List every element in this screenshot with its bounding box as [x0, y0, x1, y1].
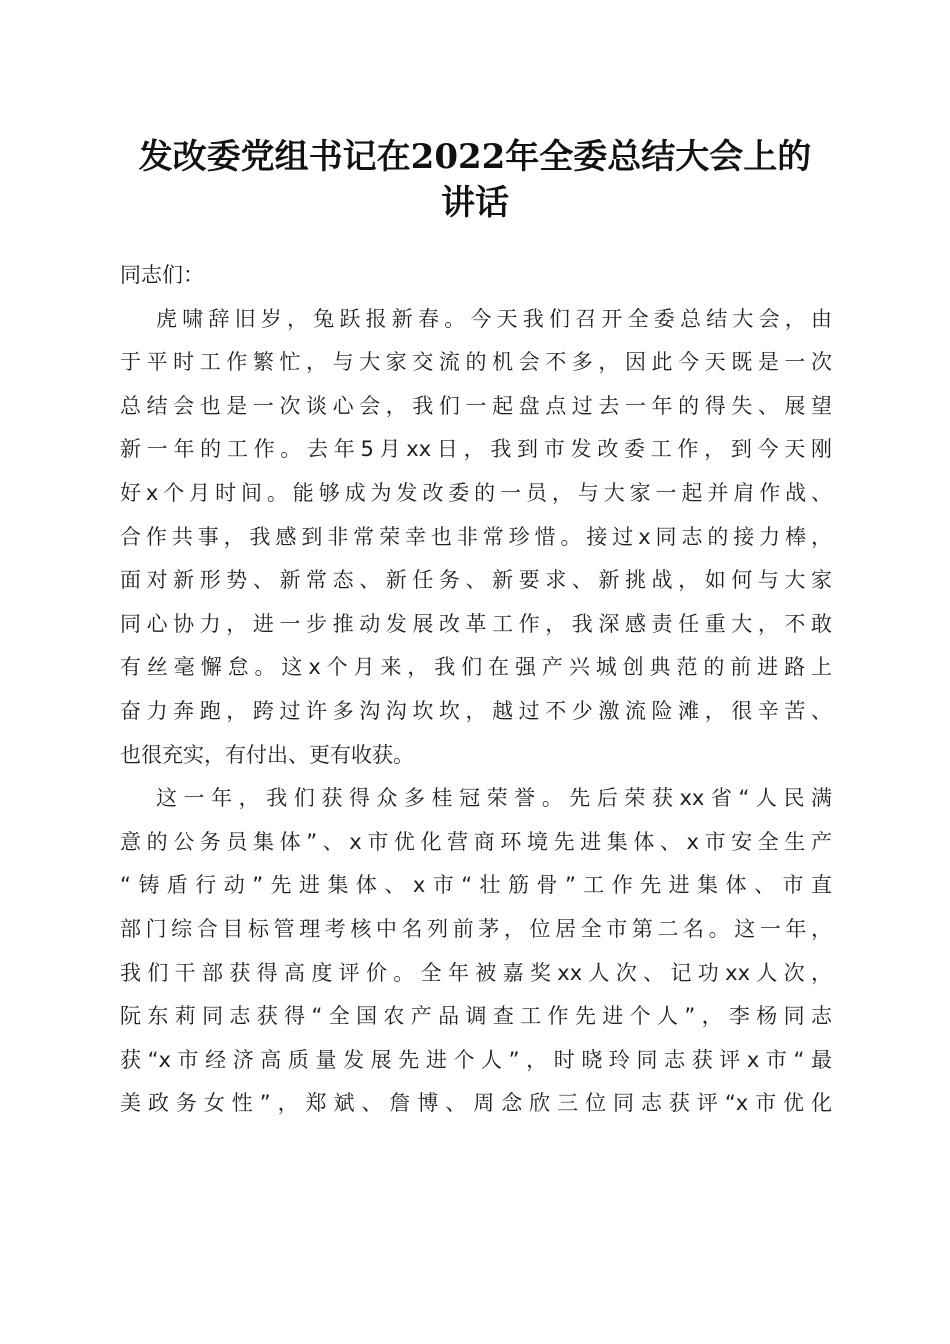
paragraph-line: 我们干部获得高度评价。全年被嘉奖xx人次、记功xx人次，: [120, 960, 832, 985]
paragraph-2: [120, 777, 832, 1126]
paragraph-line: 同心协力，进一步推动发展改革工作，我深感责任重大，不敢: [120, 611, 832, 636]
salutation: 同志们：: [120, 263, 204, 287]
paragraph-line: 新一年的工作。去年5月xx日，我到市发改委工作，到今天刚: [120, 437, 832, 462]
title-line-2: 讲话: [441, 183, 509, 223]
paragraph-line: 面对新形势、新常态、新任务、新要求、新挑战，如何与大家: [120, 568, 832, 593]
paragraph-line: 好x个月时间。能够成为发改委的一员，与大家一起并肩作战、: [120, 480, 832, 505]
paragraph-line: 奋力奔跑，跨过许多沟沟坎坎，越过不少激流险滩，很辛苦、: [120, 698, 832, 723]
paragraph-1: [120, 298, 832, 778]
paragraph-line: 部门综合目标管理考核中名列前茅，位居全市第二名。这一年，: [120, 916, 832, 941]
paragraph-line: 也很充实，有付出、更有收获。: [120, 742, 414, 767]
paragraph-line: 阮东莉同志获得“全国农产品调查工作先进个人”，李杨同志: [120, 1004, 832, 1029]
paragraph-line: 意的公务员集体”、x市优化营商环境先进集体、x市安全生产: [120, 829, 832, 854]
paragraph-line: 总结会也是一次谈心会，我们一起盘点过去一年的得失、展望: [120, 393, 832, 418]
document-title: [110, 134, 840, 226]
document-body: [120, 254, 832, 1126]
title-line-1: 发改委党组书记在2022年全委总结大会上的: [138, 137, 812, 177]
paragraph-line: 获“x市经济高质量发展先进个人”，时晓玲同志获评x市“最: [120, 1047, 832, 1072]
paragraph-line: 于平时工作繁忙，与大家交流的机会不多，因此今天既是一次: [120, 350, 832, 375]
paragraph-line: 有丝毫懈怠。这x个月来，我们在强产兴城创典范的前进路上: [120, 655, 832, 680]
paragraph-line: 合作共事，我感到非常荣幸也非常珍惜。接过x同志的接力棒，: [120, 524, 832, 549]
paragraph-line: 虎啸辞旧岁，兔跃报新春。今天我们召开全委总结大会，由: [156, 306, 832, 331]
paragraph-line: “铸盾行动”先进集体、x市“壮筋骨”工作先进集体、市直: [120, 873, 832, 898]
paragraph-line: 这一年，我们获得众多桂冠荣誉。先后荣获xx省“人民满: [156, 786, 832, 811]
paragraph-line: 美政务女性”，郑斌、詹博、周念欣三位同志获评“x市优化: [120, 1091, 832, 1116]
